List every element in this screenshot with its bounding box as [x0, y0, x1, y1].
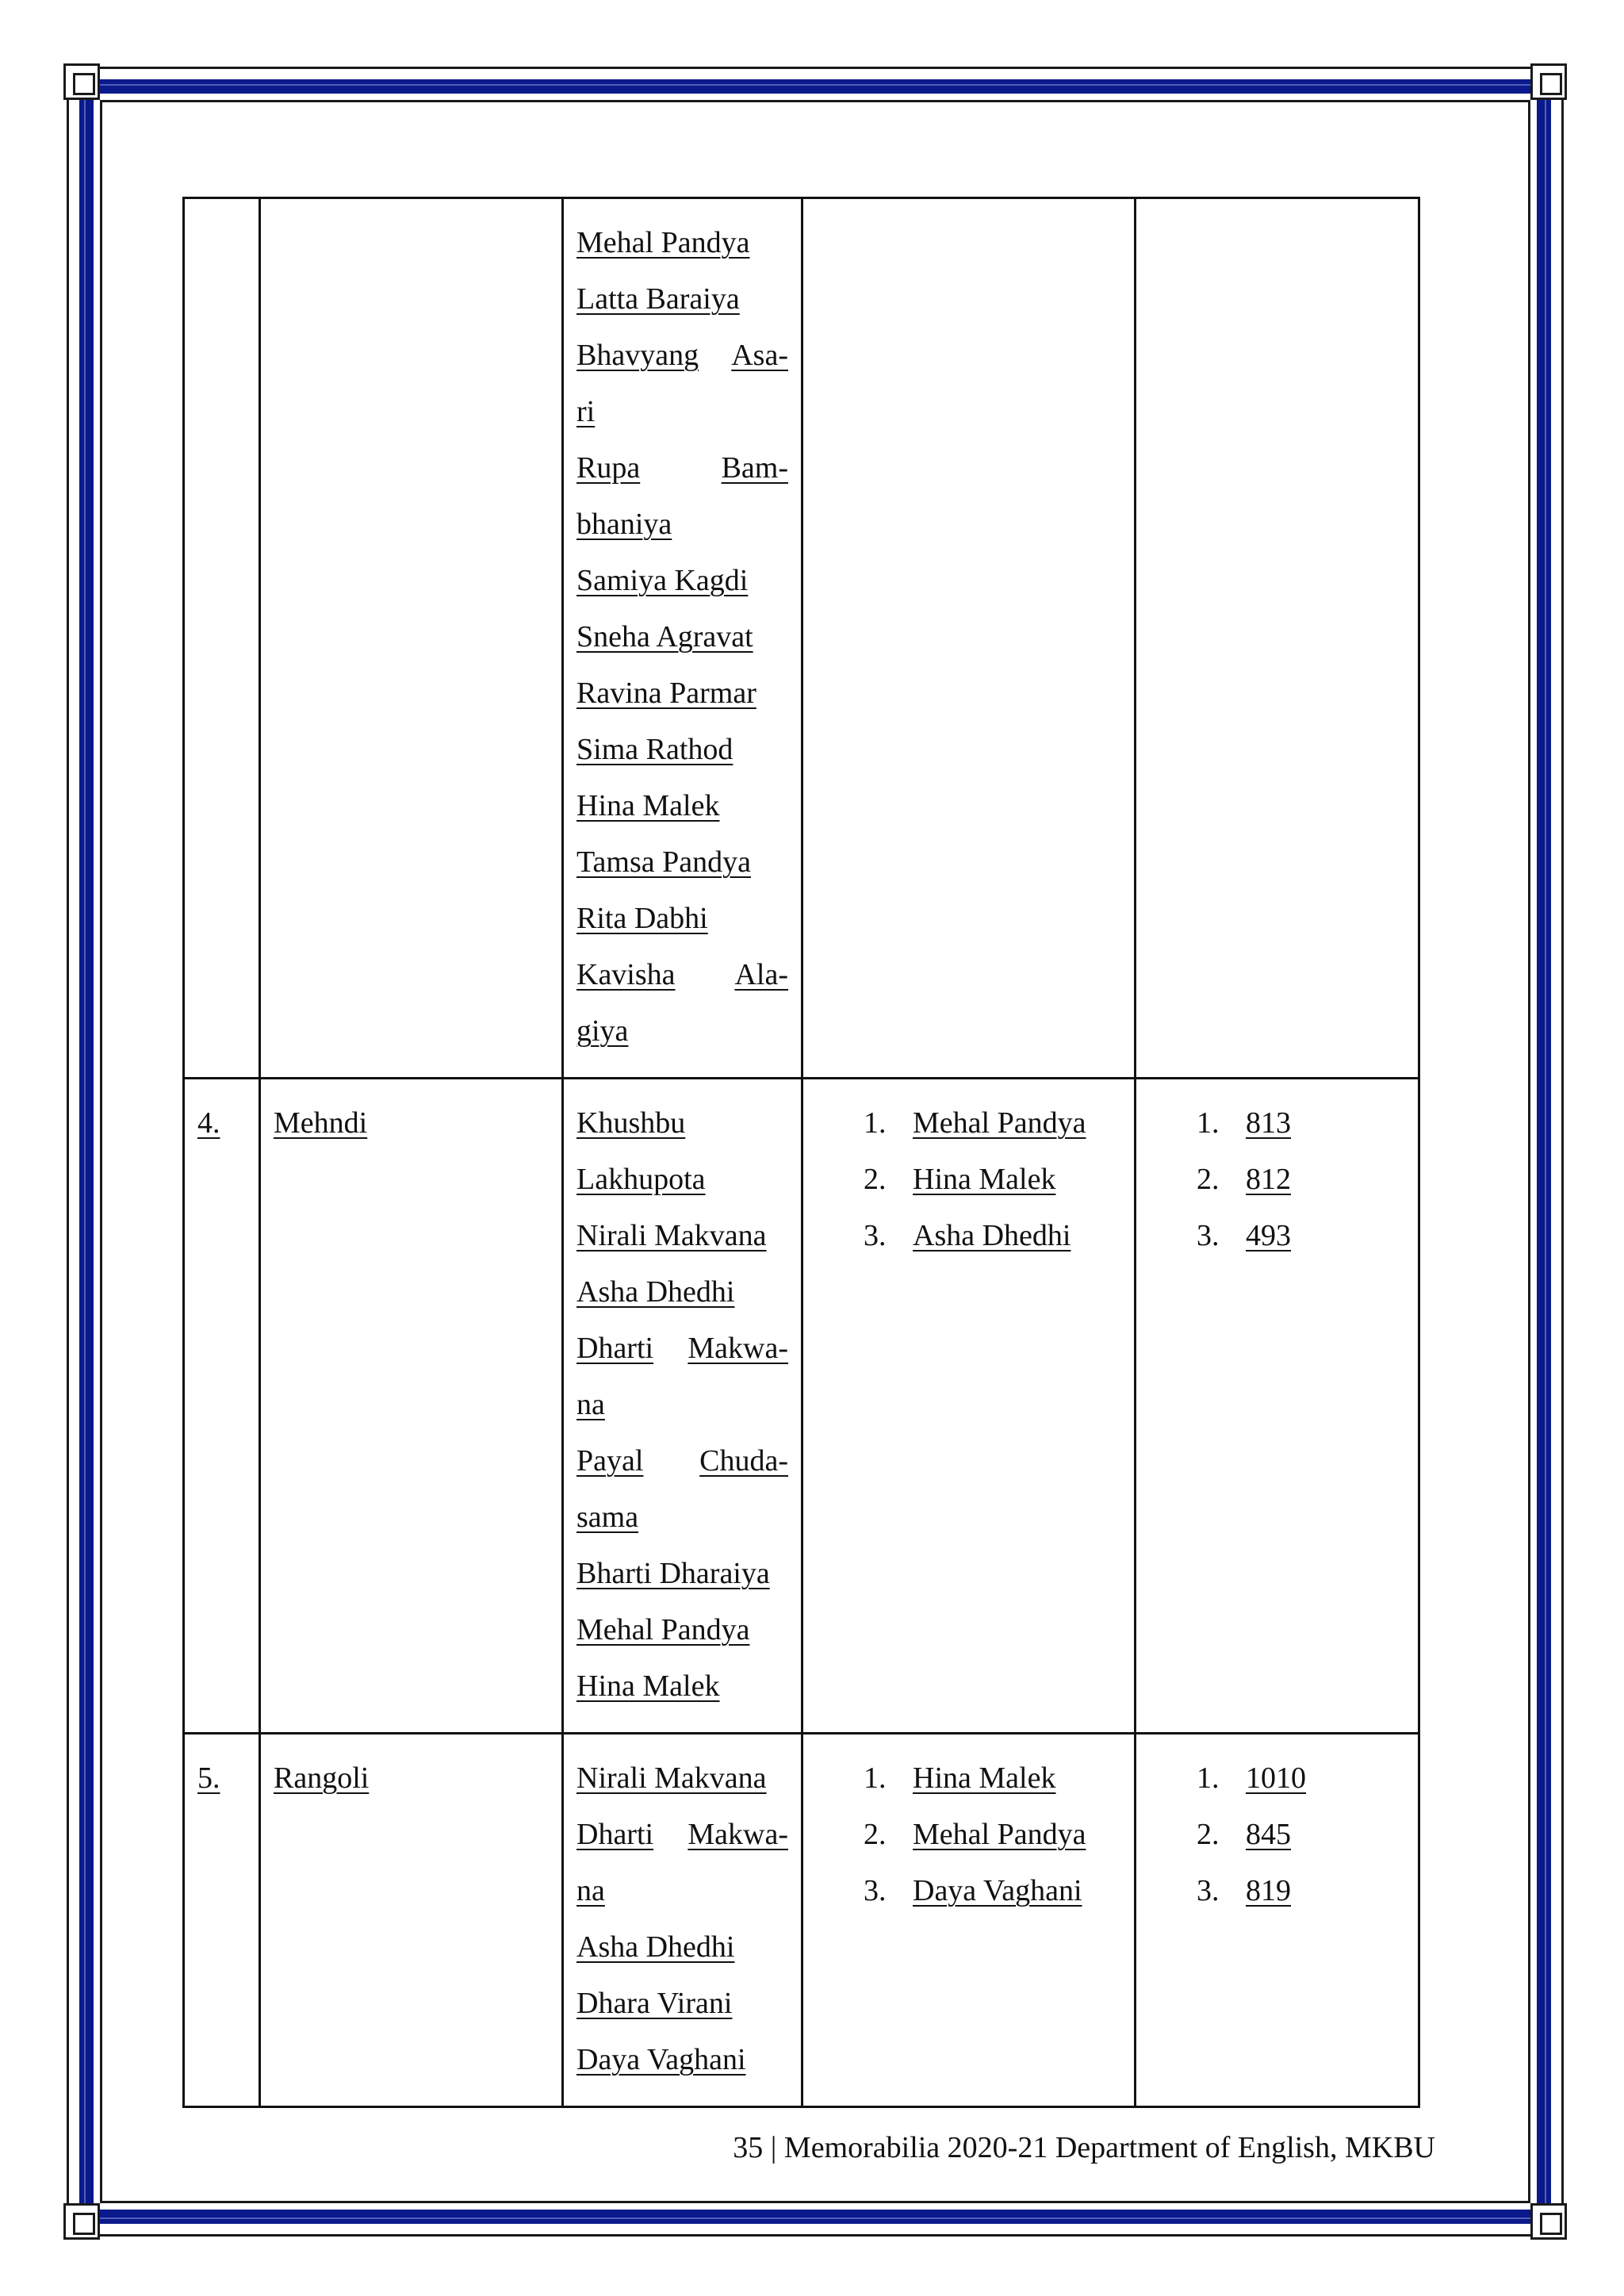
- participant-name-part: Bam-: [721, 451, 788, 485]
- participant-line: [576, 1377, 788, 1433]
- participant-line: [576, 778, 788, 834]
- participant-line: [576, 665, 788, 722]
- participant-line: [576, 1976, 788, 2032]
- corner-ornament-top-left: [63, 63, 100, 100]
- roll-number-item: [1197, 1863, 1405, 1919]
- participant-name-part: na: [576, 1874, 605, 1907]
- participant-name-part: Asha Dhedhi: [576, 1930, 735, 1964]
- roll-rank: 1.: [1197, 1761, 1220, 1795]
- participant-name-part: Bhavyang: [576, 339, 699, 372]
- roll-number-item: [1197, 1152, 1405, 1208]
- participant-line: [576, 1208, 788, 1264]
- participant-line: [576, 891, 788, 947]
- participant-name-part: na: [576, 1388, 605, 1421]
- roll-number-list: [1149, 1095, 1405, 1264]
- winner-rank: 1.: [864, 1761, 887, 1795]
- participant-name-part: Tamsa Pandya: [576, 845, 752, 879]
- cell-winners: [802, 1079, 1136, 1734]
- winner-item: [864, 1095, 1121, 1152]
- participant-line: [576, 1919, 788, 1976]
- page-footer: [666, 2130, 1435, 2165]
- table-row-continuation: [184, 198, 1419, 1079]
- participant-name-part: Nirali Makvana: [576, 1219, 767, 1252]
- participant-line: [576, 440, 788, 496]
- participant-line: [576, 553, 788, 609]
- participant-name-part: Dharti: [576, 1332, 654, 1365]
- cell-participants: [563, 198, 802, 1079]
- roll-number-value: 819: [1246, 1874, 1291, 1907]
- roll-rank: 1.: [1197, 1106, 1220, 1140]
- winner-name: Mehal Pandya: [913, 1818, 1086, 1851]
- participant-name-part: bhaniya: [576, 508, 672, 541]
- participant-line: [576, 1264, 788, 1320]
- roll-number-item: [1197, 1095, 1405, 1152]
- cell-winners: [802, 198, 1136, 1079]
- participant-name-part: Bharti Dharaiya: [576, 1557, 770, 1590]
- event-number: 5.: [197, 1761, 220, 1795]
- winner-item: [864, 1152, 1121, 1208]
- winner-name: Asha Dhedhi: [913, 1219, 1071, 1252]
- winner-name: Hina Malek: [913, 1761, 1056, 1795]
- participant-name-part: Asa-: [731, 339, 788, 372]
- participant-line: [576, 1320, 788, 1377]
- table-row: [184, 1734, 1419, 2107]
- participant-line: [576, 1863, 788, 1919]
- cell-event: [260, 1079, 563, 1734]
- event-name: Mehndi: [274, 1106, 368, 1140]
- participant-name-part: Mehal Pandya: [576, 1613, 750, 1646]
- participant-line: [576, 1152, 788, 1208]
- page-number: 35: [733, 2131, 764, 2164]
- winner-name: Hina Malek: [913, 1163, 1056, 1196]
- cell-roll-numbers: [1136, 1734, 1419, 2107]
- participant-line: [576, 328, 788, 384]
- participant-line: [576, 215, 788, 271]
- cell-number: [184, 198, 260, 1079]
- corner-ornament-top-right: [1530, 63, 1567, 100]
- winner-item: [864, 1750, 1121, 1807]
- winner-item: [864, 1863, 1121, 1919]
- participant-name-part: Mehal Pandya: [576, 226, 750, 259]
- winner-rank: 3.: [864, 1874, 887, 1907]
- participant-line: [576, 1658, 788, 1715]
- participant-line: [576, 1546, 788, 1602]
- participant-name-part: Khushbu: [576, 1106, 686, 1140]
- participant-line: [576, 2032, 788, 2088]
- participant-name-part: Rita Dabhi: [576, 902, 708, 935]
- roll-rank: 3.: [1197, 1874, 1220, 1907]
- participant-line: [576, 1807, 788, 1863]
- winner-rank: 2.: [864, 1818, 887, 1851]
- winner-item: [864, 1208, 1121, 1264]
- winners-list: [816, 1750, 1121, 1919]
- participant-line: [576, 1602, 788, 1658]
- participant-name-part: Payal: [576, 1444, 644, 1478]
- winners-list: [816, 1095, 1121, 1264]
- cell-number: [184, 1734, 260, 2107]
- roll-number-item: [1197, 1208, 1405, 1264]
- participant-name-part: Daya Vaghani: [576, 2043, 746, 2076]
- cell-event: [260, 1734, 563, 2107]
- participant-name-part: Ala-: [734, 958, 788, 991]
- roll-rank: 3.: [1197, 1219, 1220, 1252]
- event-name: Rangoli: [274, 1761, 370, 1795]
- table-row: [184, 1079, 1419, 1734]
- roll-number-value: 845: [1246, 1818, 1291, 1851]
- participant-line: [576, 496, 788, 553]
- winner-name: Mehal Pandya: [913, 1106, 1086, 1140]
- participant-line: [576, 1003, 788, 1060]
- winner-item: [864, 1807, 1121, 1863]
- participant-name-part: giya: [576, 1014, 629, 1048]
- participant-name-part: Latta Baraiya: [576, 282, 740, 316]
- winner-rank: 2.: [864, 1163, 887, 1196]
- footer-text: Memorabilia 2020-21 Department of English, MKBU: [783, 2131, 1435, 2164]
- roll-number-value: 812: [1246, 1163, 1291, 1196]
- participant-name-part: Makwa-: [688, 1332, 788, 1365]
- participant-name-part: Chuda-: [699, 1444, 788, 1478]
- winner-name: Daya Vaghani: [913, 1874, 1082, 1907]
- results-table-container: [182, 197, 1418, 2108]
- cell-participants: [563, 1734, 802, 2107]
- roll-number-item: [1197, 1807, 1405, 1863]
- roll-rank: 2.: [1197, 1818, 1220, 1851]
- cell-roll-numbers: [1136, 1079, 1419, 1734]
- roll-number-value: 1010: [1246, 1761, 1306, 1795]
- participant-line: [576, 834, 788, 891]
- roll-number-value: 493: [1246, 1219, 1291, 1252]
- participant-name-part: Dharti: [576, 1818, 654, 1851]
- participant-name-part: Nirali Makvana: [576, 1761, 767, 1795]
- results-table: [182, 197, 1420, 2108]
- participant-name-part: Asha Dhedhi: [576, 1275, 735, 1309]
- participant-name-part: Samiya Kagdi: [576, 564, 749, 597]
- participant-line: [576, 947, 788, 1003]
- participant-name-part: Kavisha: [576, 958, 676, 991]
- participant-name-part: Sneha Agravat: [576, 620, 753, 654]
- cell-participants: [563, 1079, 802, 1734]
- participant-name-part: Ravina Parmar: [576, 677, 756, 710]
- participant-name-part: Hina Malek: [576, 789, 720, 822]
- participant-name-part: ri: [576, 395, 596, 428]
- participant-name-part: Dhara Virani: [576, 1987, 733, 2020]
- winner-rank: 1.: [864, 1106, 887, 1140]
- participant-line: [576, 384, 788, 440]
- participant-line: [576, 722, 788, 778]
- roll-number-value: 813: [1246, 1106, 1291, 1140]
- cell-roll-numbers: [1136, 198, 1419, 1079]
- participant-name-part: sama: [576, 1501, 639, 1534]
- footer-separator: |: [770, 2131, 777, 2164]
- cell-number: [184, 1079, 260, 1734]
- event-number: 4.: [197, 1106, 220, 1140]
- results-table-body: [184, 198, 1419, 2107]
- participant-line: [576, 1489, 788, 1546]
- cell-winners: [802, 1734, 1136, 2107]
- participant-line: [576, 1095, 788, 1152]
- participant-line: [576, 271, 788, 328]
- roll-number-item: [1197, 1750, 1405, 1807]
- participant-name-part: Lakhupota: [576, 1163, 706, 1196]
- participant-line: [576, 1433, 788, 1489]
- participant-name-part: Rupa: [576, 451, 641, 485]
- participant-name-part: Sima Rathod: [576, 733, 733, 766]
- cell-event: [260, 198, 563, 1079]
- roll-number-list: [1149, 1750, 1405, 1919]
- participant-line: [576, 1750, 788, 1807]
- winner-rank: 3.: [864, 1219, 887, 1252]
- roll-rank: 2.: [1197, 1163, 1220, 1196]
- participant-name-part: Makwa-: [688, 1818, 788, 1851]
- corner-ornament-bottom-left: [63, 2203, 100, 2240]
- corner-ornament-bottom-right: [1530, 2203, 1567, 2240]
- participant-line: [576, 609, 788, 665]
- participant-name-part: Hina Malek: [576, 1669, 720, 1703]
